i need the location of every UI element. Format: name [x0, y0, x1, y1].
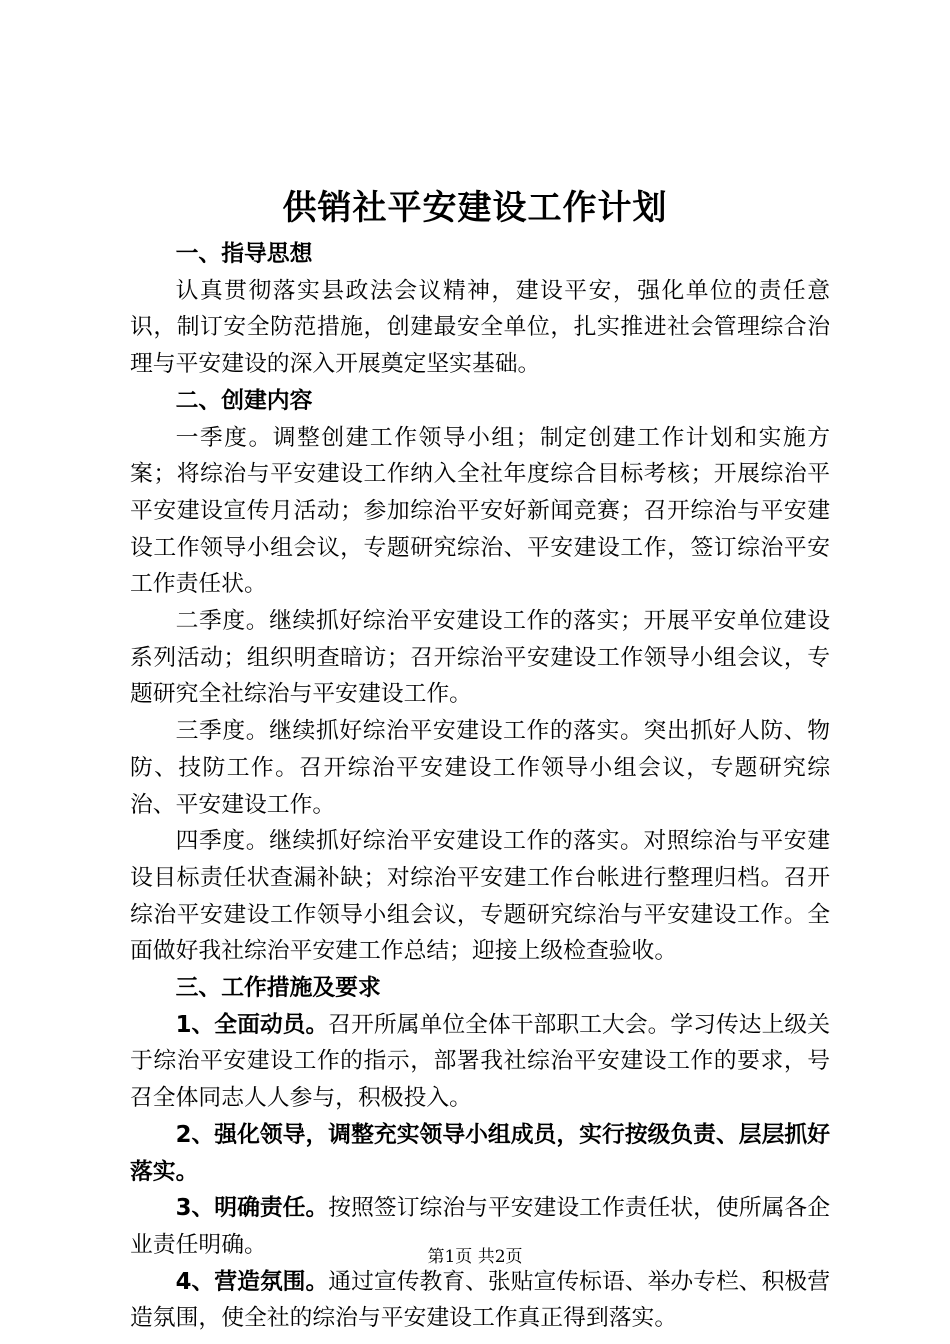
paragraph-q2: 二季度。继续抓好综治平安建设工作的落实；开展平安单位建设系列活动；组织明查暗访；召开综治平安建设工作领导小组会议，专题研究全社综治与平安建设工作。 — [130, 608, 830, 708]
paragraph-guiding-ideology: 认真贯彻落实县政法会议精神，建设平安，强化单位的责任意识，制订安全防范措施，创建最安全单位，扎实推进社会管理综合治理与平安建设的深入开展奠定坚实基础。 — [130, 277, 830, 378]
measure-lead: 1、全面动员。 — [175, 1011, 329, 1038]
measure-text: 按照签订综治与平安建设工作责任状，使所属各企业责任明确。 — [130, 1195, 830, 1258]
measure-item-2 — [130, 1117, 830, 1190]
section-heading-creation-content: 二、创建内容 — [175, 387, 313, 414]
document-title: 供销社平安建设工作计划 — [282, 188, 668, 228]
measure-lead: 2、强化领导，调整充实领导小组成员，实行按级负责、层层抓好落实。 — [130, 1121, 830, 1185]
measure-item-1 — [130, 1007, 830, 1117]
section-heading-guiding-ideology: 一、指导思想 — [175, 241, 313, 267]
measure-lead: 4、营造氛围。 — [175, 1268, 329, 1295]
measure-lead: 3、明确责任。 — [175, 1195, 329, 1222]
document-body — [130, 236, 830, 1337]
section-heading-measures: 三、工作措施及要求 — [175, 975, 381, 1002]
page-number-footer: 第1页 共2页 — [427, 1247, 523, 1267]
paragraph-q3: 三季度。继续抓好综治平安建设工作的落实。突出抓好人防、物防、技防工作。召开综治平安建设工作领导小组会议，专题研究综治、平安建设工作。 — [130, 718, 830, 818]
paragraph-q1: 一季度。调整创建工作领导小组；制定创建工作计划和实施方案；将综治与平安建设工作纳入全社年度综合目标考核；开展综治平平安建设宣传月活动；参加综治平安好新闻竞赛；召开综治与平安建设工作领导小组会议，专题研究综治、平安建设工作，签订综治平安工作责任状。 — [130, 424, 830, 598]
measure-text: 召开所属单位全体干部职工大会。学习传达上级关于综治平安建设工作的指示，部署我社综治平安建设工作的要求，号召全体同志人人参与，积极投入。 — [130, 1011, 830, 1112]
measure-item-4 — [130, 1264, 830, 1337]
measure-text: 通过宣传教育、张贴宣传标语、举办专栏、积极营造氛围，使全社的综治与平安建设工作真正得到落实。 — [130, 1268, 830, 1332]
paragraph-q4: 四季度。继续抓好综治平安建设工作的落实。对照综治与平安建设目标责任状查漏补缺；对综治平安建工作台帐进行整理归档。召开综治平安建设工作领导小组会议，专题研究综治与平安建设工作。全面做好我社综治平安建工作总结；迎接上级检查验收。 — [130, 828, 830, 965]
